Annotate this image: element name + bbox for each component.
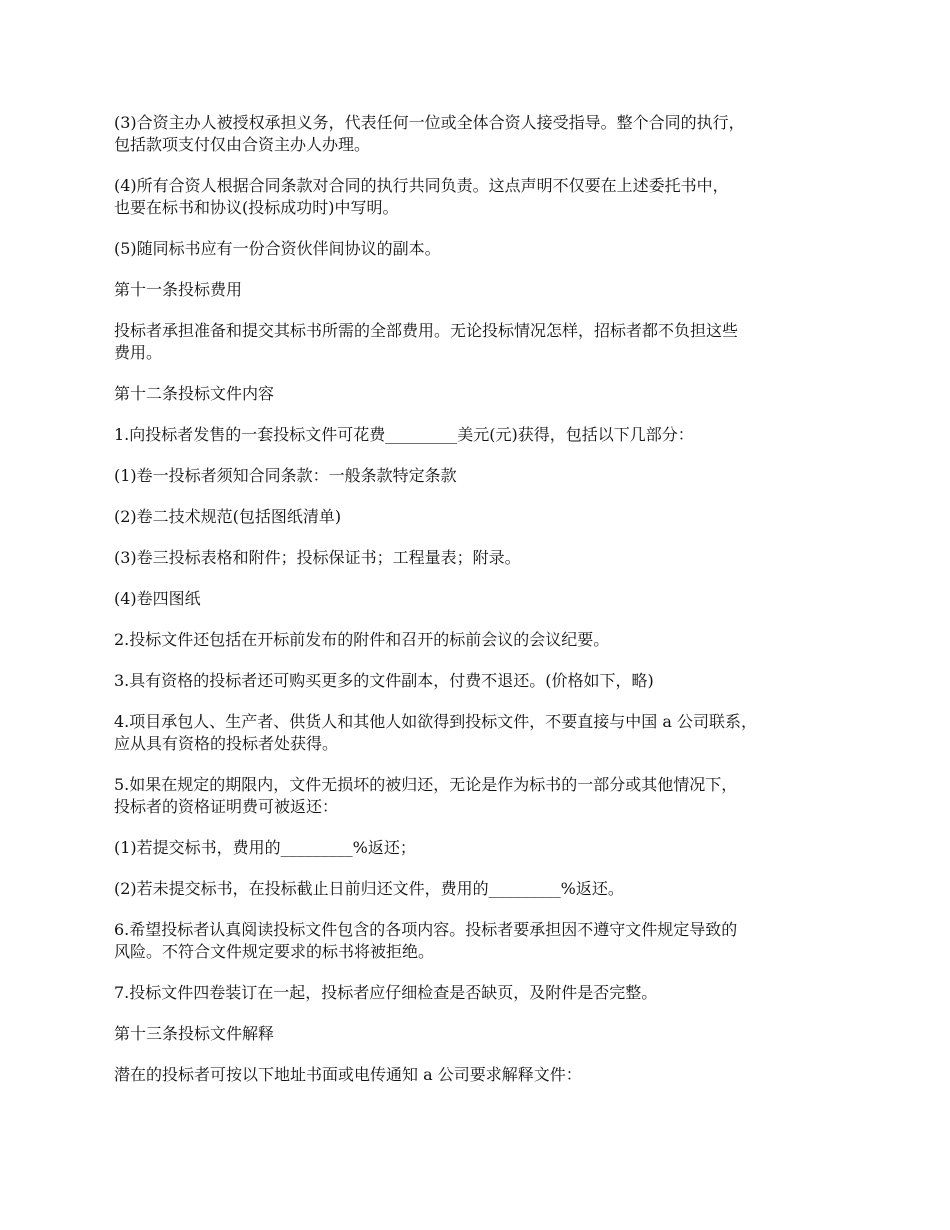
paragraph-joint-venture-sponsor: (3)合资主办人被授权承担义务，代表任何一位或全体合资人接受指导。整个合同的执行， 包括款项支付仅由合资主办人办理。 xyxy=(114,113,745,154)
paragraph-joint-liability: (4)所有合资人根据合同条款对合同的执行共同负责。这点声明不仅要在上述委托书中， 也要在标书和协议(投标成功时)中写明。 xyxy=(114,176,729,217)
paragraph-agreement-copy: (5)随同标书应有一份合资伙伴间协议的副本。 xyxy=(114,239,441,258)
document-body xyxy=(114,112,844,1105)
list-item-refund-not-submitted: (2)若未提交标书，在投标截止日前归还文件，费用的_________%返还。 xyxy=(114,879,624,898)
list-item-volume-1: (1)卷一投标者须知合同条款：一般条款特定条款 xyxy=(114,466,457,485)
paragraph-obtaining-documents: 4.项目承包人、生产者、供货人和其他人如欲得到投标文件，不要直接与中国 a 公司联系， 应从具有资格的投标者处获得。 xyxy=(114,712,757,753)
list-item-volume-3: (3)卷三投标表格和附件；投标保证书；工程量表；附录。 xyxy=(114,548,521,567)
list-item-refund-submitted: (1)若提交标书，费用的_________%返还； xyxy=(114,838,416,857)
paragraph-bid-costs: 投标者承担准备和提交其标书所需的全部费用。无论投标情况怎样，招标者都不负担这些 费用。 xyxy=(114,321,739,362)
paragraph-refund-conditions: 5.如果在规定的期限内，文件无损坏的被归还，无论是作为标书的一部分或其他情况下， 投标者的资格证明费可被返还： xyxy=(114,775,738,816)
paragraph-binding-check: 7.投标文件四卷装订在一起，投标者应仔细检查是否缺页，及附件是否完整。 xyxy=(114,983,658,1002)
list-item-volume-4: (4)卷四图纸 xyxy=(114,589,201,608)
paragraph-extra-copies: 3.具有资格的投标者还可购买更多的文件副本，付费不退还。(价格如下，略) xyxy=(114,671,654,690)
paragraph-clarification-request: 潜在的投标者可按以下地址书面或电传通知 a 公司要求解释文件： xyxy=(114,1065,582,1084)
paragraph-addenda: 2.投标文件还包括在开标前发布的附件和召开的标前会议的会议纪要。 xyxy=(114,630,610,649)
paragraph-document-price: 1.向投标者发售的一套投标文件可花费_________美元(元)获得，包括以下几部分： xyxy=(114,425,694,444)
heading-article-13: 第十三条投标文件解释 xyxy=(114,1024,275,1043)
heading-article-11: 第十一条投标费用 xyxy=(114,280,243,299)
list-item-volume-2: (2)卷二技术规范(包括图纸清单) xyxy=(114,507,342,526)
heading-article-12: 第十二条投标文件内容 xyxy=(114,384,275,403)
paragraph-read-carefully: 6.希望投标者认真阅读投标文件包含的各项内容。投标者要承担因不遵守文件规定导致的 风险。不符合文件规定要求的标书将被拒绝。 xyxy=(114,920,738,961)
